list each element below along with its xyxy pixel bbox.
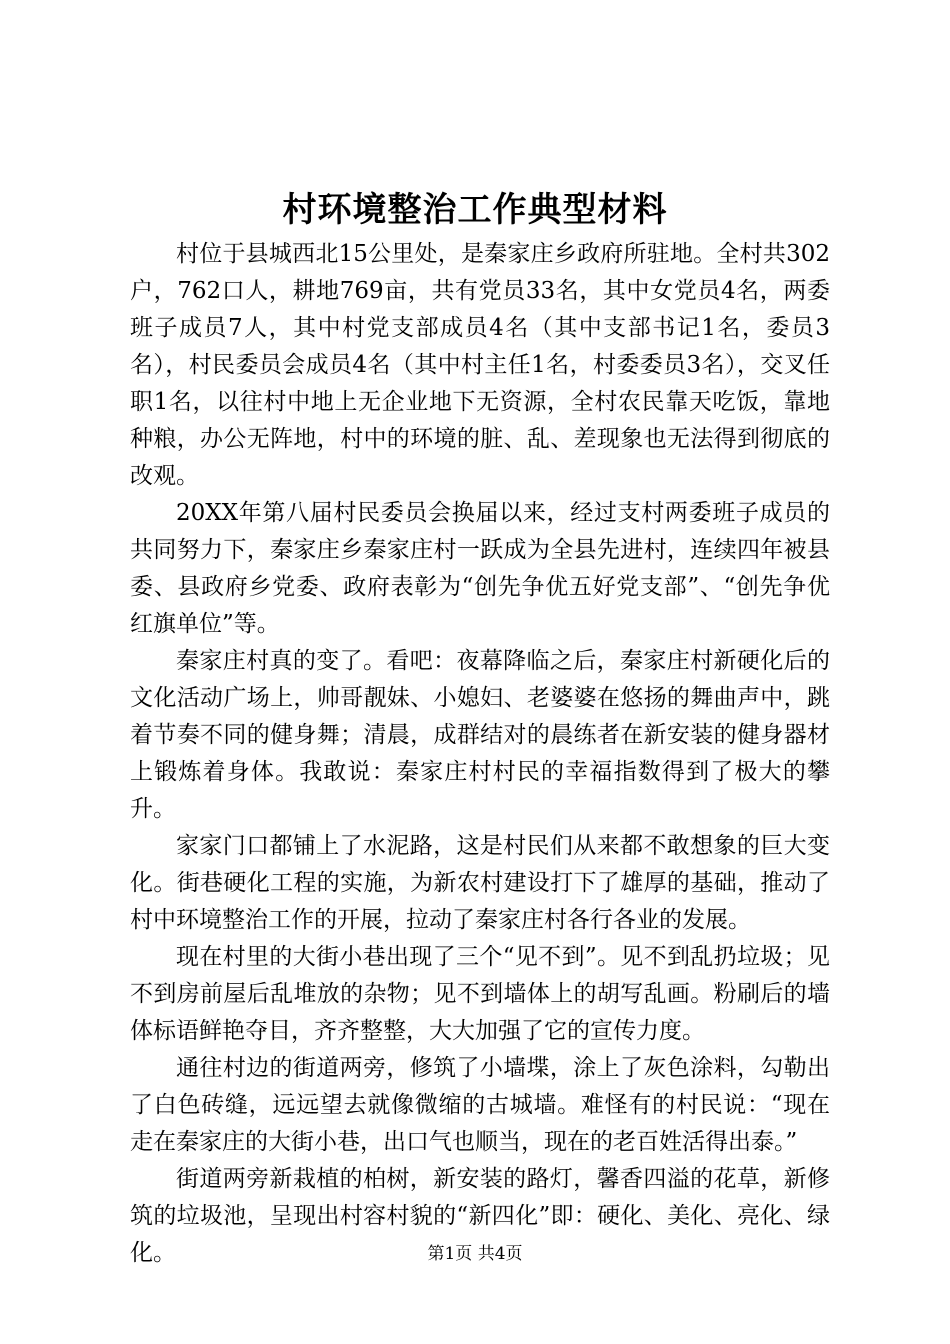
- document-title: 村环境整治工作典型材料: [282, 190, 668, 230]
- paragraph: 秦家庄村真的变了。看吧：夜幕降临之后，秦家庄村新硬化后的文化活动广场上，帅哥靓妹、小媳妇、老婆婆在悠扬的舞曲声中，跳着节奏不同的健身舞；清晨，成群结对的晨练者在新安装的健身器材上锻炼着身体。我敢说：秦家庄村村民的幸福指数得到了极大的攀升。: [130, 648, 830, 822]
- document-body: [130, 236, 830, 1272]
- paragraph: 村位于县城西北15公里处，是秦家庄乡政府所驻地。全村共302户，762口人，耕地769亩，共有党员33名，其中女党员4名，两委班子成员7人，其中村党支部成员4名（其中支部书记1名，委员3名），村民委员会成员4名（其中村主任1名，村委委员3名），交叉任职1名，以往村中地上无企业地下无资源，全村农民靠天吃饭，靠地种粮，办公无阵地，村中的环境的脏、乱、差现象也无法得到彻底的改观。: [130, 241, 830, 489]
- paragraph: 家家门口都铺上了水泥路，这是村民们从来都不敢想象的巨大变化。街巷硬化工程的实施，为新农村建设打下了雄厚的基础，推动了村中环境整治工作的开展，拉动了秦家庄村各行各业的发展。: [130, 833, 830, 933]
- paragraph: 街道两旁新栽植的柏树，新安装的路灯，馨香四溢的花草，新修筑的垃圾池，呈现出村容村貌的“新四化”即：硬化、美化、亮化、绿化。: [130, 1166, 830, 1266]
- paragraph: 通往村边的街道两旁，修筑了小墙堞，涂上了灰色涂料，勾勒出了白色砖缝，远远望去就像微缩的古城墙。难怪有的村民说：“现在走在秦家庄的大街小巷，出口气也顺当，现在的老百姓活得出泰。”: [130, 1055, 830, 1155]
- paragraph: 20XX年第八届村民委员会换届以来，经过支村两委班子成员的共同努力下，秦家庄乡秦家庄村一跃成为全县先进村，连续四年被县委、县政府乡党委、政府表彰为“创先争优五好党支部”、“创先争优红旗单位”等。: [130, 500, 830, 637]
- page-footer: 第1页 共4页: [427, 1244, 523, 1264]
- paragraph: 现在村里的大街小巷出现了三个“见不到”。见不到乱扔垃圾；见不到房前屋后乱堆放的杂物；见不到墙体上的胡写乱画。粉刷后的墙体标语鲜艳夺目，齐齐整整，大大加强了它的宣传力度。: [130, 944, 830, 1044]
